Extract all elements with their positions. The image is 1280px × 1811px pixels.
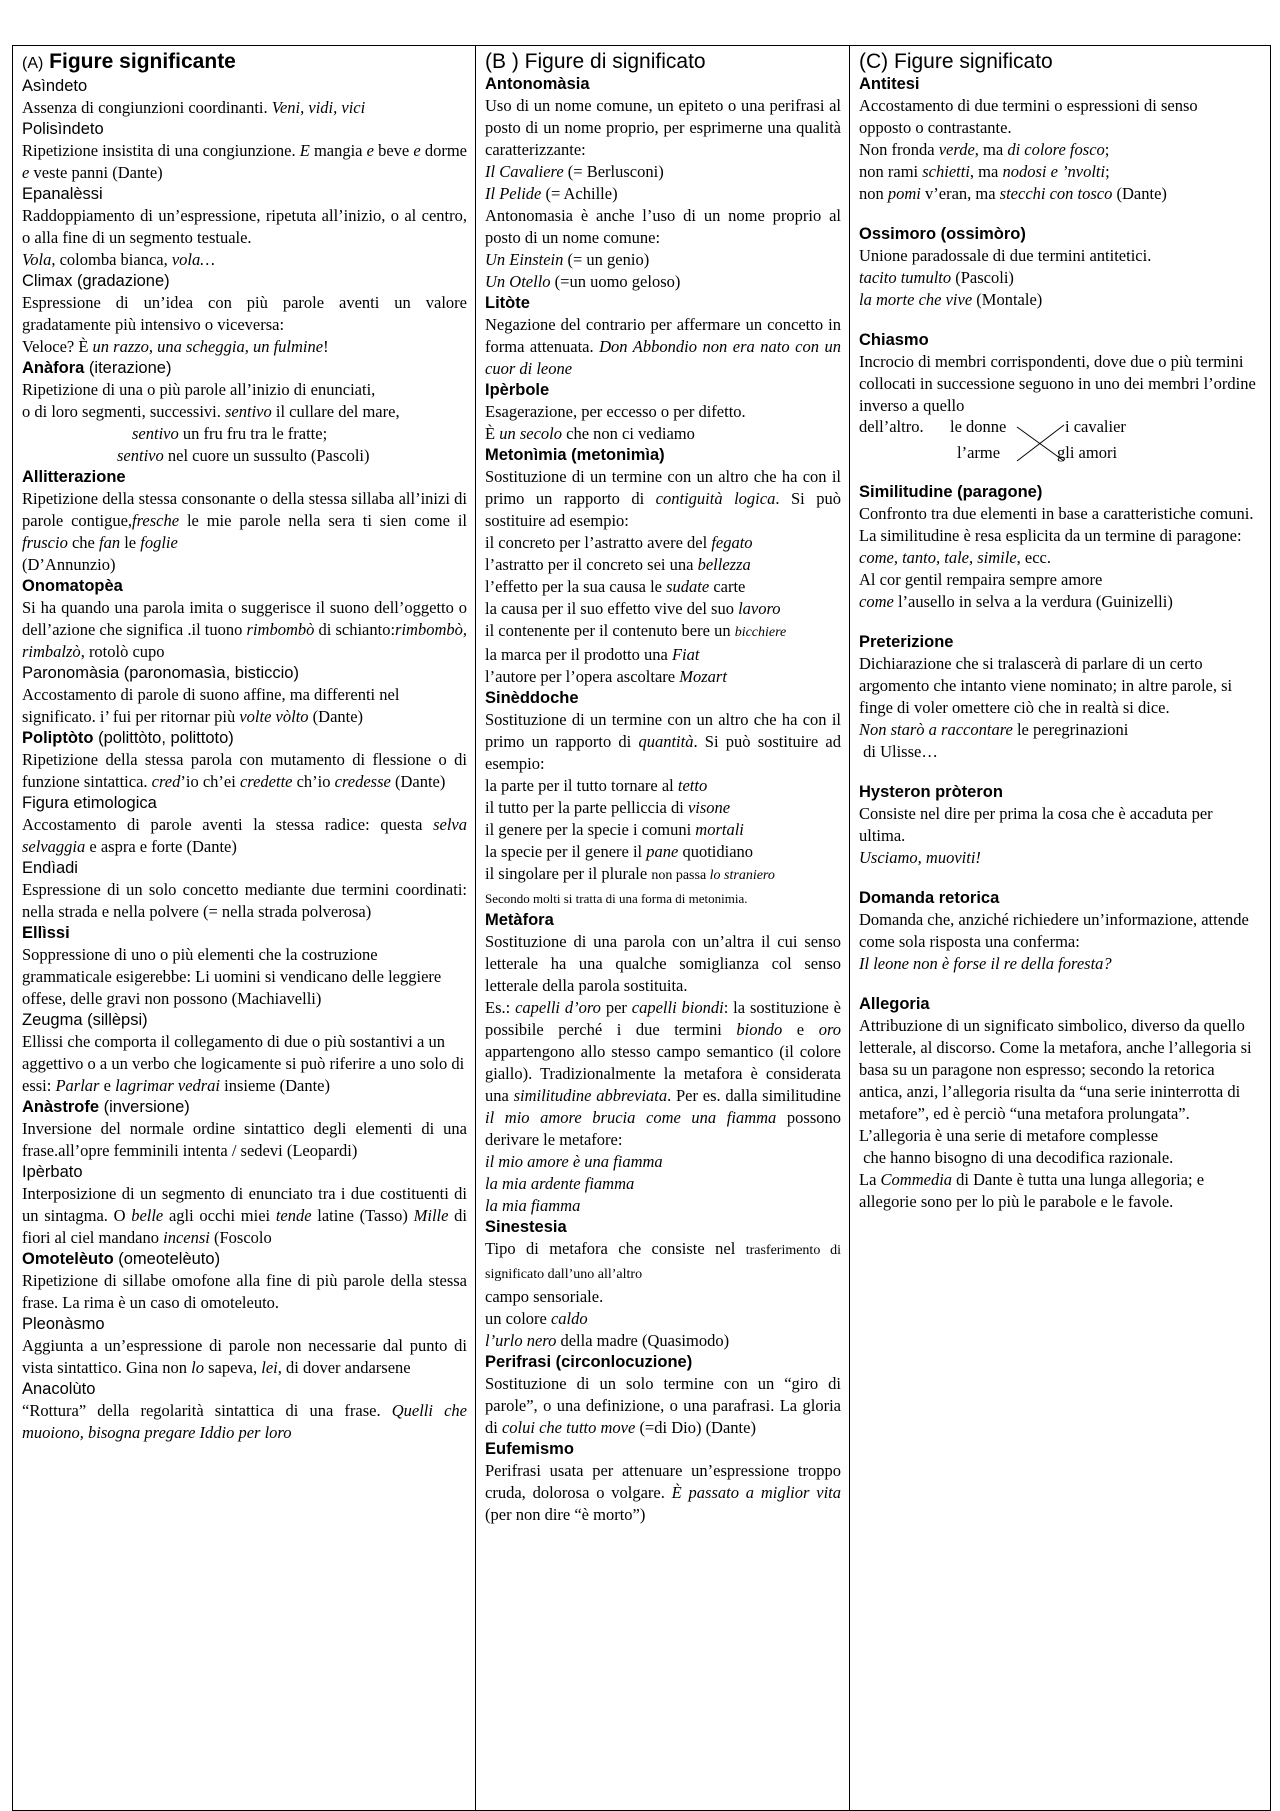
term-chiasmo: Chiasmo <box>859 331 929 349</box>
term-eufemismo: Eufemismo <box>485 1440 574 1458</box>
figures-table <box>12 45 1271 1811</box>
term-endiadi: Endìadi <box>22 859 78 877</box>
def-anastrofe: Inversione del normale ordine sintattico degli elementi di una frase.all’opre femminili intenta / sedevi (Leopardi) <box>22 1119 467 1160</box>
def-figura-etimologica: Accostamento di parole aventi la stessa radice: questa selva selvaggia e aspra e forte (Dante) <box>22 815 467 856</box>
def-endiadi: Espressione di un solo concetto mediante due termini coordinati: nella strada e nella polvere (= nella strada polverosa) <box>22 880 467 921</box>
term-preterizione: Preterizione <box>859 633 954 651</box>
column-c <box>850 46 1270 1810</box>
term-perifrasi: Perifrasi (circonlocuzione) <box>485 1353 693 1371</box>
def-pleonasmo: Aggiunta a un’espressione di parole non necessarie dal punto di vista sintattico. Gina non lo sapeva, lei, di dover andarsene <box>22 1336 467 1377</box>
chiasmo-diagram: dell’altro. le donne i cavalier l’arme gli amori <box>859 417 1262 463</box>
def-eufemismo: Perifrasi usata per attenuare un’espressione troppo cruda, dolorosa o volgare. È passato a miglior vita (per non dire “è morto”) <box>485 1461 841 1524</box>
def-polisindeto: Ripetizione insistita di una congiunzione. E mangia e beve e dorme e veste panni (Dante) <box>22 141 467 182</box>
def-similitudine: Confronto tra due elementi in base a caratteristiche comuni. La similitudine è resa esplicita da un termine di paragone: come, tanto, tale, simile, ecc. Al cor gentil rempaira sempre amore come l’ausello in selva a la verdura (Guinizelli) <box>859 504 1254 611</box>
def-allegoria: Attribuzione di un significato simbolico, diverso da quello letterale, al discorso. Come la metafora, anche l’allegoria si basa su un paragone non espresso; secondo la retorica antica, anzi, l’allegoria risulta da “una serie ininterrotta di metafore”, ed è perciò “una metafora prolungata”. L’allegoria è una serie di metafore complesse che hanno bisogno di una decodifica razionale. La Commedia di Dante è tutta una lunga allegoria; e allegorie sono per lo più le parabole e le favole. <box>859 1016 1252 1211</box>
def-metonimia: Sostituzione di un termine con un altro che ha con il primo un rapporto di contiguità logica. Si può sostituire ad esempio: il concreto per l’astratto avere del fegato l’astratto per il concreto sei una bellezza l’effetto per la sua causa le sudate carte la causa per il suo effetto vive del suo lavoro il contenente per il contenuto bere un bicchiere la marca per il prodotto una Fiat l’autore per l’opera ascoltare Mozart <box>485 467 841 686</box>
term-epanalessi: Epanalèssi <box>22 185 103 203</box>
def-ellissi: Soppressione di uno o più elementi che la costruzione grammaticale esigerebbe: Li uomini si vendicano delle leggiere offese, delle gravi non possono (Machiavelli) <box>22 945 442 1008</box>
chiasmo-word: gli amori <box>1057 443 1118 462</box>
def-poliptoto: Ripetizione della stessa parola con mutamento di flessione o di funzione sintattica. cred’io ch’ei credette ch’io credesse (Dante) <box>22 750 467 791</box>
def-iperbole: Esagerazione, per eccesso o per difetto. È un secolo che non ci vediamo <box>485 402 746 443</box>
chiasmo-word: le donne <box>950 417 1007 436</box>
term-allitterazione: Allitterazione <box>22 468 126 486</box>
def-climax: Espressione di un’idea con più parole aventi un valore gradatamente più intensivo o viceversa: Veloce? È un razzo, una scheggia, un fulmine! <box>22 293 467 356</box>
def-epanalessi: Raddoppiamento di un’espressione, ripetuta all’inizio, o al centro, o alla fine di un segmento testuale. Vola, colomba bianca, vola… <box>22 206 467 269</box>
term-ellissi: Ellìssi <box>22 924 70 942</box>
def-anafora: Ripetizione di una o più parole all’inizio di enunciati, o di loro segmenti, successivi. sentivo il cullare del mare, sentivo un fru fru tra le fratte; sentivo nel cuore un sussulto (Pascoli) <box>22 380 400 465</box>
term-sinestesia: Sinestesia <box>485 1218 567 1236</box>
term-allegoria: Allegoria <box>859 995 930 1013</box>
term-anacoluto: Anacolùto <box>22 1380 96 1398</box>
def-chiasmo: Incrocio di membri corrispondenti, dove due o più termini collocati in successione seguono in uno dei membri l’ordine inverso a quello <box>859 352 1256 415</box>
term-anafora: Anàfora (iterazione) <box>22 359 172 377</box>
def-zeugma: Ellissi che comporta il collegamento di due o più sostantivi a un aggettivo o a un verbo che logicamente si può riferire a uno solo di essi: Parlar e lagrimar vedrai insieme (Dante) <box>22 1032 465 1095</box>
def-asindeto: Assenza di congiunzioni coordinanti. Veni, vidi, vici <box>22 98 366 117</box>
def-onomatopea: Si ha quando una parola imita o suggerisce il suono dell’oggetto o dell’azione che significa .il tuono rimbombò di schianto:rimbombò, rimbalzò, rotolò cupo <box>22 598 468 661</box>
def-metafora: Sostituzione di una parola con un’altra il cui senso letterale ha una qualche somiglianza col senso letterale della parola sostituita. Es.: capelli d’oro per capelli biondi: la sostituzione è possibile perché i due termini biondo e oro appartengono allo stesso campo semantico (il colore giallo). Tradizionalmente la metafora è considerata una similitudine abbreviata. Per es. dalla similitudine il mio amore brucia come una fiamma possono derivare le metafore: il mio amore è una fiamma la mia ardente fiamma la mia fiamma <box>485 932 842 1215</box>
term-zeugma: Zeugma (sillèpsi) <box>22 1011 148 1029</box>
term-hysteron-proteron: Hysteron pròteron <box>859 783 1003 801</box>
column-a <box>13 46 476 1810</box>
def-antitesi: Accostamento di due termini o espressioni di senso opposto o contrastante. Non fronda verde, ma di colore fosco; non rami schietti, ma nodosi e ’nvolti; non pomi v’eran, ma stecchi con tosco (Dante) <box>859 96 1198 203</box>
term-climax: Climax (gradazione) <box>22 272 170 290</box>
chiasmo-word: i cavalier <box>1065 417 1126 436</box>
def-perifrasi: Sostituzione di un solo termine con un “giro di parole”, o una definizione, o una parafrasi. La gloria di colui che tutto move (=di Dio) (Dante) <box>485 1374 841 1437</box>
term-metafora: Metàfora <box>485 911 554 929</box>
chiasmo-cross <box>984 405 1074 465</box>
def-allitterazione: Ripetizione della stessa consonante o della stessa sillaba all’inizi di parole contigue,fresche le mie parole nella sera ti sien come il fruscio che fan le foglie (D’Annunzio) <box>22 489 467 574</box>
term-antonomasia: Antonomàsia <box>485 75 590 93</box>
term-litote: Litòte <box>485 294 530 312</box>
term-sineddoche: Sinèddoche <box>485 689 579 707</box>
term-paronomasia: Paronomàsia (paronomasìa, bisticcio) <box>22 664 299 682</box>
def-paronomasia: Accostamento di parole di suono affine, ma differenti nel significato. i’ fui per ritornar più volte vòlto (Dante) <box>22 685 400 726</box>
def-iperbato: Interposizione di un segmento di enunciato tra i due costituenti di un sintagma. O belle agli occhi miei tende latine (Tasso) Mille di fiori al ciel mandano incensi (Foscolo <box>22 1184 467 1247</box>
term-anastrofe: Anàstrofe (inversione) <box>22 1098 190 1116</box>
term-ossimoro: Ossimoro (ossimòro) <box>859 225 1026 243</box>
column-a-title: (A) Figure significante <box>22 50 236 73</box>
term-iperbato: Ipèrbato <box>22 1163 83 1181</box>
def-hysteron-proteron: Consiste nel dire per prima la cosa che è accaduta per ultima. Usciamo, muoviti! <box>859 804 1213 867</box>
chiasmo-word: l’arme <box>957 443 1001 462</box>
term-poliptoto: Poliptòto (polittòto, polittoto) <box>22 729 234 747</box>
term-similitudine: Similitudine (paragone) <box>859 483 1043 501</box>
def-preterizione: Dichiarazione che si tralascerà di parlare di un certo argomento che intanto viene nominato; in altre parole, si finge di voler omettere ciò che in realtà si dice. Non starò a raccontare le peregrinazioni di Ulisse… <box>859 654 1233 761</box>
column-b-title: (B ) Figure di significato <box>485 50 706 73</box>
column-b <box>476 46 850 1810</box>
term-antitesi: Antitesi <box>859 75 920 93</box>
term-metonimia: Metonìmia (metonimìa) <box>485 446 665 464</box>
def-litote: Negazione del contrario per affermare un concetto in forma attenuata. Don Abbondio non era nato con un cuor di leone <box>485 315 841 378</box>
def-antonomasia: Uso di un nome comune, un epiteto o una perifrasi al posto di un nome proprio, per esprimerne una qualità caratterizzante: Il Cavaliere (= Berlusconi) Il Pelide (= Achille) Antonomasia è anche l’uso di un nome proprio al posto di un nome comune: Un Einstein (= un genio) Un Otello (=un uomo geloso) <box>485 96 841 291</box>
term-polisindeto: Polisìndeto <box>22 120 104 138</box>
def-domanda-retorica: Domanda che, anziché richiedere un’informazione, attende come sola risposta una conferma: Il leone non è forse il re della foresta? <box>859 910 1249 973</box>
def-ossimoro: Unione paradossale di due termini antitetici. tacito tumulto (Pascoli) la morte che vive (Montale) <box>859 246 1152 309</box>
column-c-title: (C) Figure significato <box>859 50 1053 73</box>
term-iperbole: Ipèrbole <box>485 381 550 399</box>
def-anacoluto: “Rottura” della regolarità sintattica di una frase. Quelli che muoiono, bisogna pregare Iddio per loro <box>22 1401 468 1442</box>
term-domanda-retorica: Domanda retorica <box>859 889 1000 907</box>
term-onomatopea: Onomatopèa <box>22 577 123 595</box>
def-sinestesia: Tipo di metafora che consiste nel trasferimento di significato dall’uno all’altro campo sensoriale. un colore caldo l’urlo nero della madre (Quasimodo) <box>485 1239 841 1350</box>
def-sineddoche: Sostituzione di un termine con un altro che ha con il primo un rapporto di quantità. Si può sostituire ad esempio: la parte per il tutto tornare al tetto il tutto per la parte pelliccia di visone il genere per la specie i comuni mortali la specie per il genere il pane quotidiano il singolare per il plurale non passa lo straniero Secondo molti si tratta di una forma di metonimia. <box>485 710 841 906</box>
term-omoteleuto: Omotelèuto (omeotelèuto) <box>22 1250 221 1268</box>
term-asindeto: Asìndeto <box>22 77 88 95</box>
def-omoteleuto: Ripetizione di sillabe omofone alla fine di più parole della stessa frase. La rima è un caso di omoteleuto. <box>22 1271 467 1312</box>
term-figura-etimologica: Figura etimologica <box>22 794 157 812</box>
term-pleonasmo: Pleonàsmo <box>22 1315 105 1333</box>
